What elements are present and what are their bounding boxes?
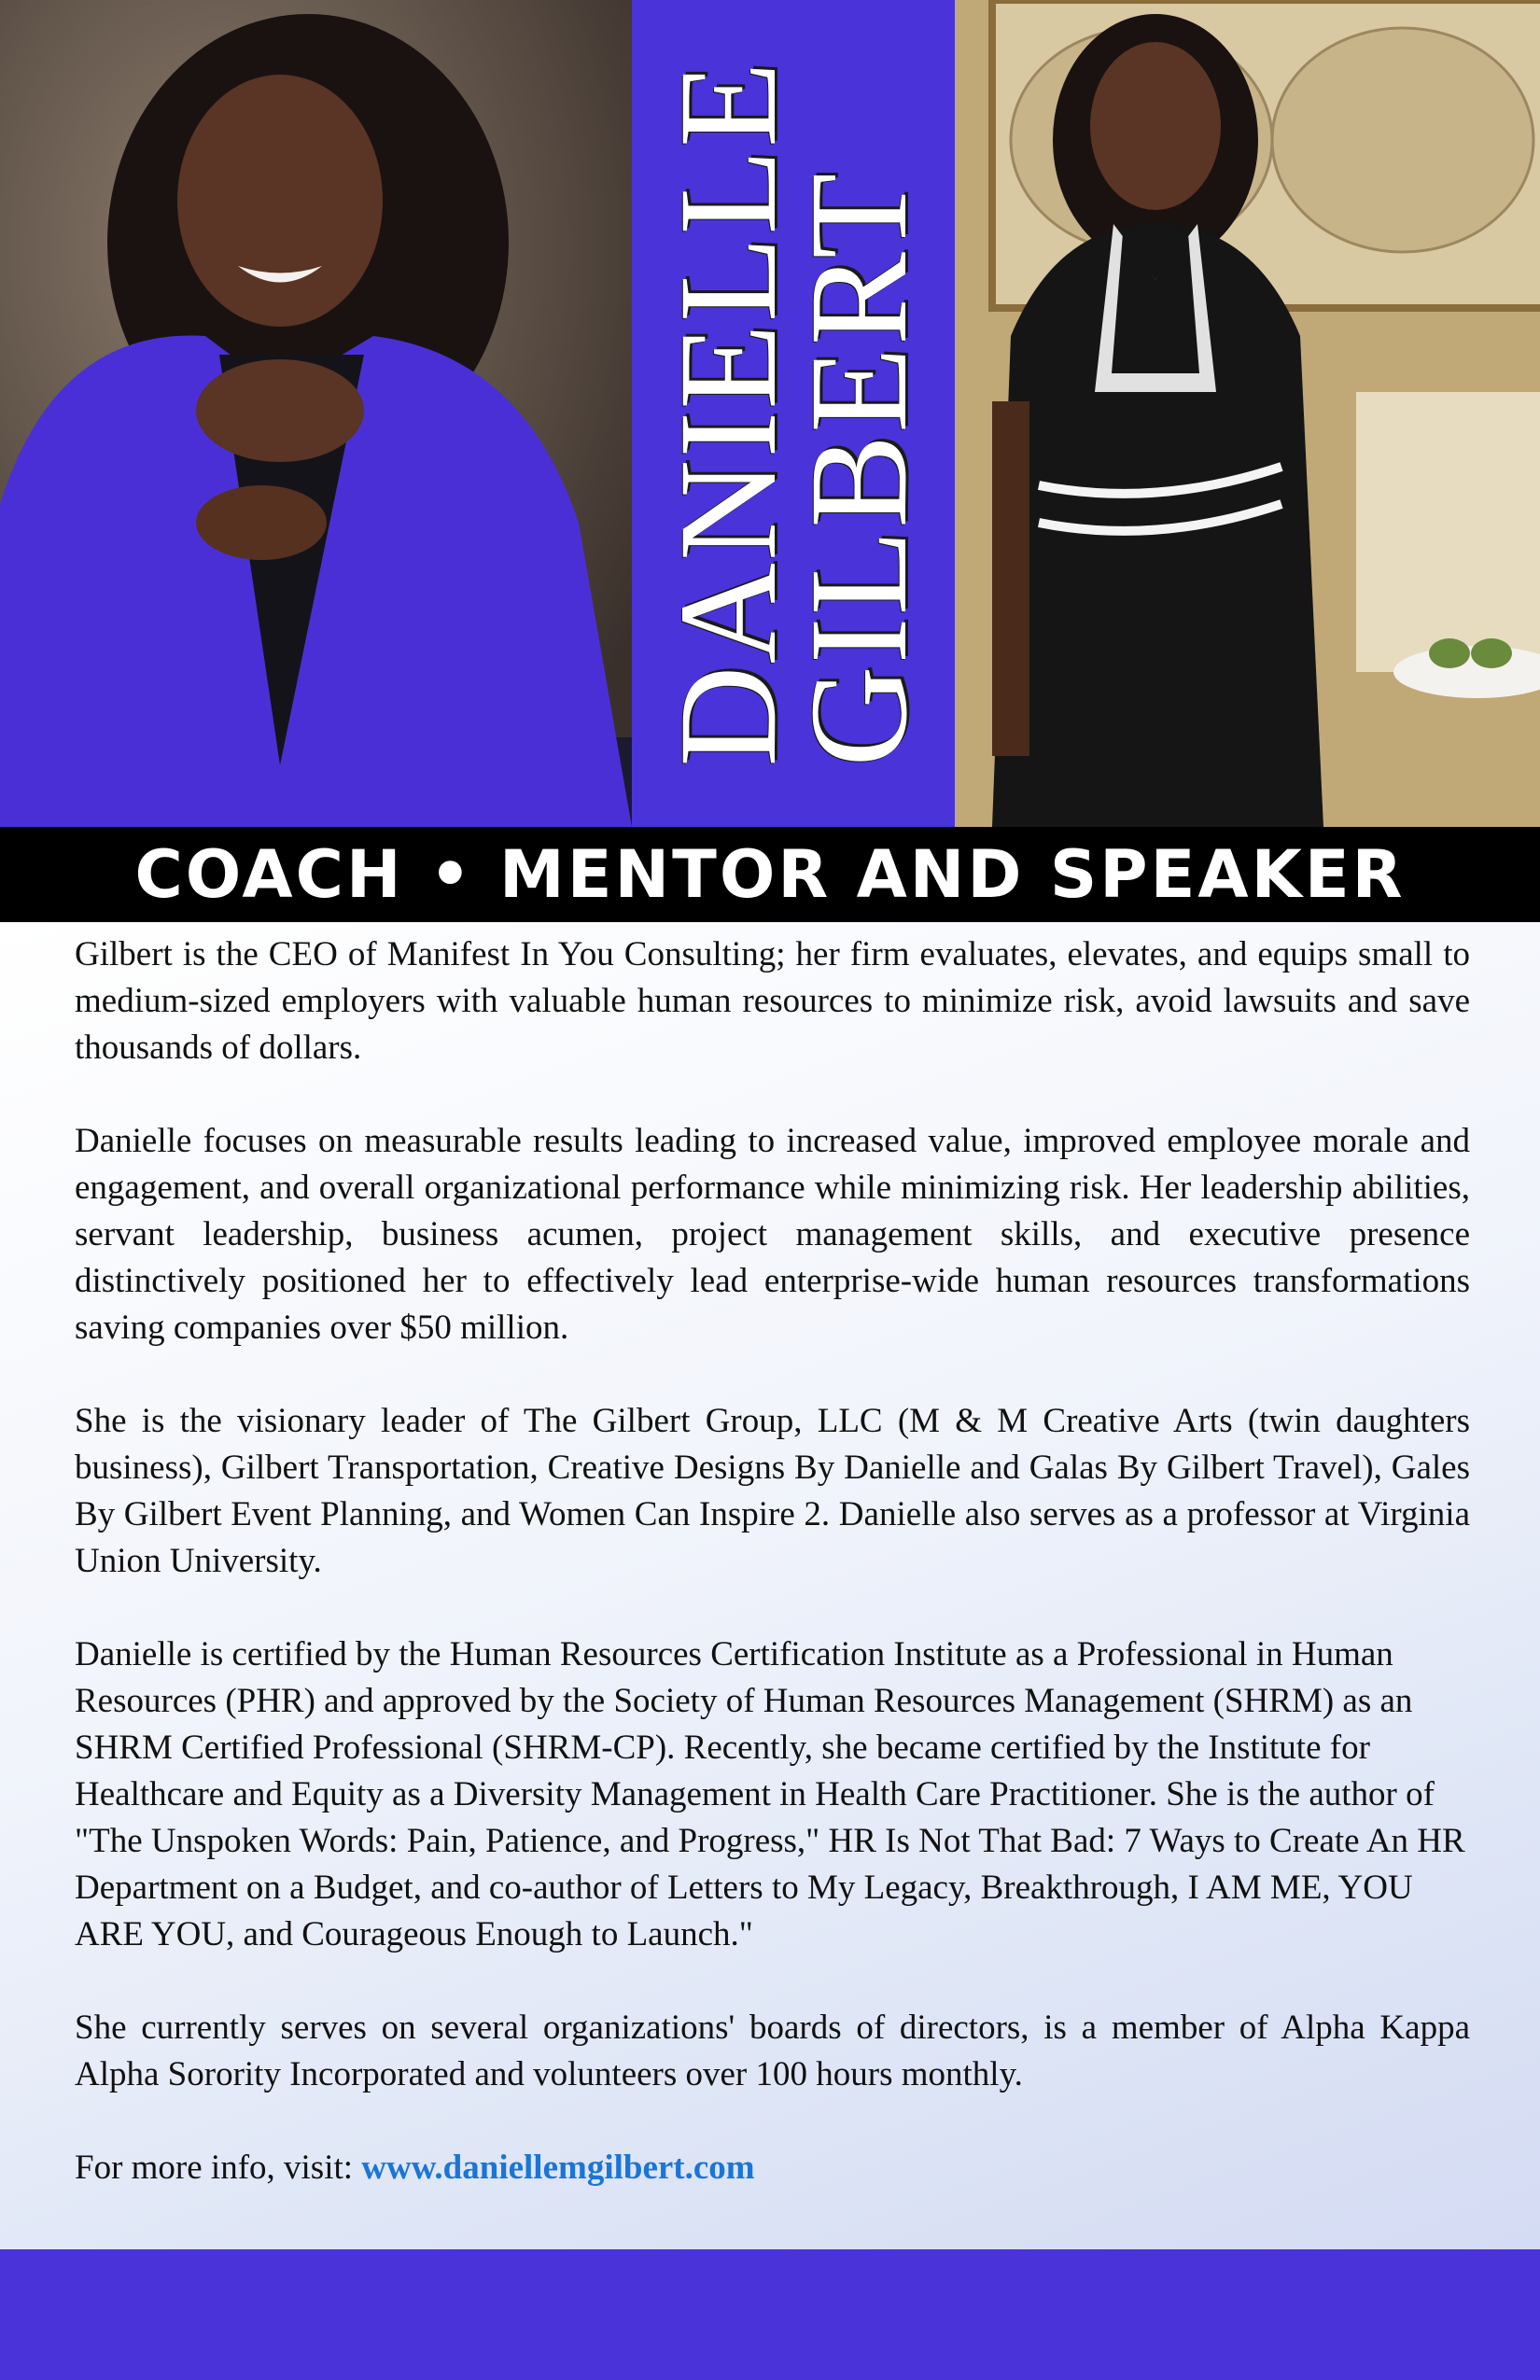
portrait-right-illustration bbox=[955, 0, 1540, 827]
portrait-photo-black-dress bbox=[955, 0, 1540, 827]
bio-text bbox=[75, 931, 1470, 2191]
bio-paragraph-3: She is the visionary leader of The Gilbert Group, LLC (M & M Creative Arts (twin daughters business), Gilbert Transportation, Creative Designs By Danielle and Galas By Gilbert Travel), Gales By Gilbert Event Planning, and Women Can Inspire 2. Danielle also serves as a professor at Virginia Union University. bbox=[75, 1402, 1470, 1580]
vertical-name bbox=[651, 60, 936, 767]
tagline: COACH • MENTOR AND SPEAKER bbox=[134, 836, 1406, 913]
name-band bbox=[632, 0, 955, 827]
portrait-photo-purple-jacket bbox=[0, 0, 632, 827]
footer-bar bbox=[0, 2249, 1540, 2380]
bio-section bbox=[0, 922, 1540, 2249]
name-last: GILBERT bbox=[781, 171, 936, 767]
name-first: DANIELLE bbox=[651, 60, 805, 767]
more-info-line bbox=[75, 2145, 1470, 2191]
bio-paragraph-4: Danielle is certified by the Human Resources Certification Institute as a Professional in Human Resources (PHR) and approved by the Society of Human Resources Management (SHRM) as an SHRM Certified Professional (SHRM-CP). Recently, she became certified by the Institute for Healthcare and Equity as a Diversity Management in Health Care Practitioner. She is the author of "The Unspoken Words: Pain, Patience, and Progress," HR Is Not That Bad: 7 Ways to Create An HR Department on a Budget, and co-author of Letters to My Legacy, Breakthrough, I AM ME, YOU ARE YOU, and Courageous Enough to Launch." bbox=[75, 1635, 1465, 1953]
bio-paragraph-5: She currently serves on several organizations' boards of directors, is a member of Alpha Kappa Alpha Sorority Incorporated and volunteers over 100 hours monthly. bbox=[75, 2009, 1470, 2093]
bio-paragraph-2: Danielle focuses on measurable results leading to increased value, improved employee morale and engagement, and overall organizational performance while minimizing risk. Her leadership abilities, servant leadership, business acumen, project management skills, and executive presence distinctively positioned her to effectively lead enterprise-wide human resources transformations saving companies over $50 million. bbox=[75, 1122, 1470, 1347]
hero-section bbox=[0, 0, 1540, 827]
portrait-left-illustration bbox=[0, 0, 632, 827]
more-info-label: For more info, visit: bbox=[75, 2149, 362, 2187]
tagline-bar bbox=[0, 827, 1540, 922]
bio-paragraph-1: Gilbert is the CEO of Manifest In You Consulting; her firm evaluates, elevates, and equips small to medium-sized employers with valuable human resources to minimize risk, avoid lawsuits and save thousands of dollars. bbox=[75, 935, 1470, 1067]
website-link[interactable]: www.daniellemgilbert.com bbox=[361, 2149, 755, 2187]
